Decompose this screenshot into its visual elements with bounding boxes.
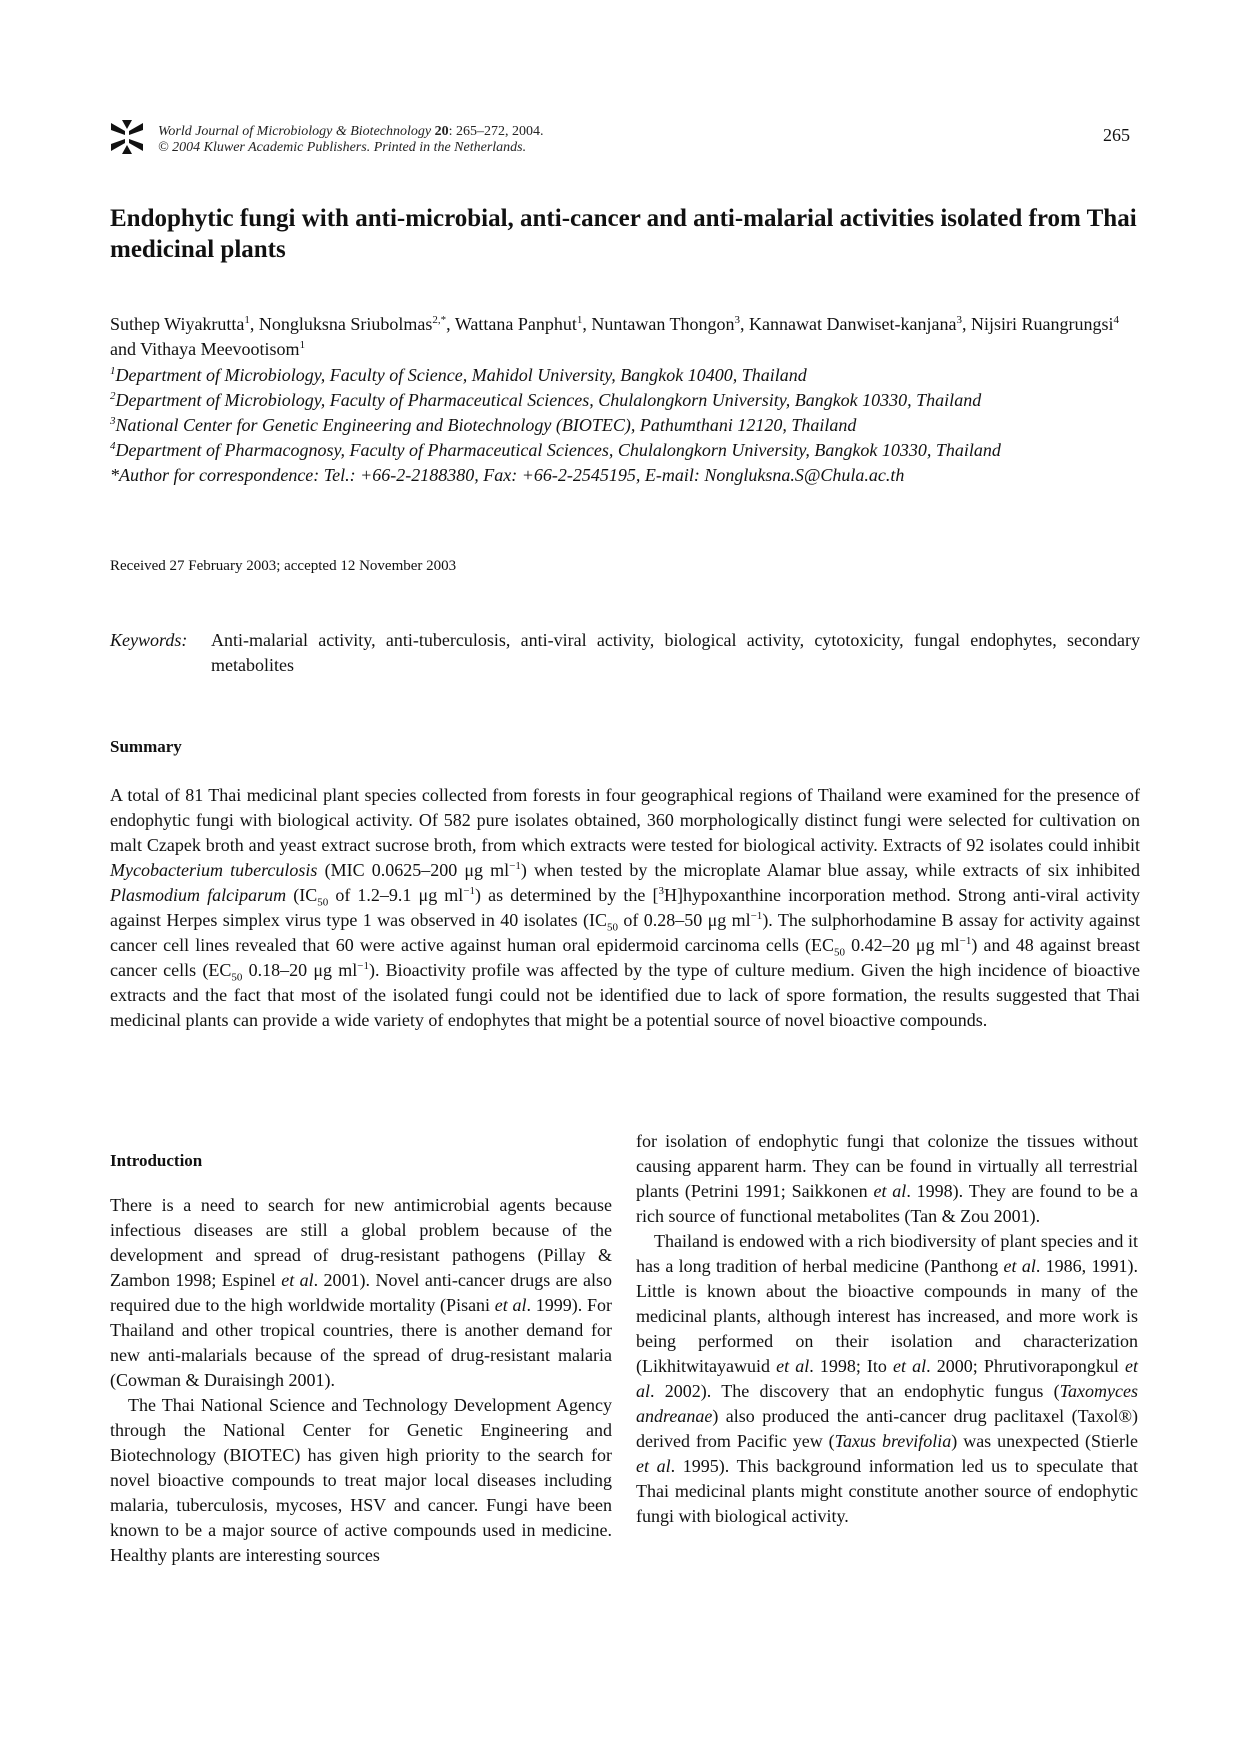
correspondence: *Author for correspondence: Tel.: +66-2-2188380, Fax: +66-2-2545195, E-mail: Nongluksna.S@Chula.ac.th [110,465,905,485]
intro-paragraph: The Thai National Science and Technology Development Agency through the National Center for Genetic Engineering and Biotechnology (BIOTEC) has given high priority to the search for novel bioactive compounds to treat major local diseases including malaria, tuberculosis, mycoses, HSV and cancer. Fungi have been known to be a major source of active compounds used in medicine. Healthy plants are interesting sources [110,1395,612,1565]
author: Suthep Wiyakrutta$^1$, [110,314,259,334]
journal-citation [158,124,544,140]
introduction-heading: Introduction [110,1151,203,1170]
affiliation: $^2$Department of Microbiology, Faculty of Pharmaceutical Sciences, Chulalongkorn University, Bangkok 10330, Thailand [110,390,982,410]
page-number: 265 [1103,125,1130,145]
intro-paragraph: for isolation of endophytic fungi that colonize the tissues without causing apparent harm. They can be found in virtually all terrestrial plants (Petrini 1991; Saikkonen et al. 1998). They are found to be a rich source of functional metabolites (Tan & Zou 2001). [636,1131,1138,1226]
author: Nongluksna Sriubolmas$^{2,*}$, [258,314,455,334]
article-title: Endophytic fungi with anti-microbial, anti-cancer and anti-malarial activities isolated from Thai medicinal plants [110,205,1137,263]
journal-name: World Journal of Microbiology & Biotechnology [158,124,432,139]
journal-volume: 20 [434,124,449,139]
keywords-label: Keywords: [110,630,188,650]
intro-paragraph: Thailand is endowed with a rich biodiversity of plant species and it has a long tradition of herbal medicine (Panthong et al. 1986, 1991). Little is known about the bioactive compounds in many of the medicinal plants, although interest has increased, and more work is being performed on their isolation and characterization (Likhitwitayawuid et al. 1998; Ito et al. 2000; Phrutivorapongkul et al. 2002). The discovery that an endophytic fungus (Taxomyces andreanae) also produced the anti-cancer drug paclitaxel (Taxol®) derived from Pacific yew (Taxus brevifolia) was unexpected (Stierle et al. 1995). This background information led us to speculate that Thai medicinal plants might constitute another source of endophytic fungi with biological activity. [636,1231,1139,1526]
publisher-logo-icon [110,120,144,154]
author: Wattana Panphut$^1$, [454,314,592,334]
keywords [110,628,1140,678]
author-list [110,312,1140,362]
affiliations [110,363,1140,488]
affiliation: $^3$National Center for Genetic Engineering and Biotechnology (BIOTEC), Pathumthani 12120, Thailand [110,415,857,435]
journal-header [158,124,544,156]
author: Nuntawan Thongon$^3$, [591,314,750,334]
summary-paragraph: A total of 81 Thai medicinal plant species collected from forests in four geographical regions of Thailand were examined for the presence of endophytic fungi with biological activity. Of 582 pure isolates obtained, 360 morphologically distinct fungi were selected for cultivation on malt Czapek broth and yeast extract sucrose broth, from which extracts were tested for biological activity. Extracts of 92 isolates could inhibit Mycobacterium tuberculosis (MIC 0.0625–200 μg $ml^{-1}$) when tested by the microplate Alamar blue assay, while extracts of six inhibited Plasmodium falciparum ($IC_{50}$ of 1.2–9.1 μg $ml^{-1}$) as determined by the [$^3$H]hypoxanthine incorporation method. Strong anti-viral activity against Herpes simplex virus type 1 was observed in 40 isolates ($IC_{50}$ of 0.28–50 μg $ml^{-1}$). The sulphorhodamine B assay for activity against cancer cell lines revealed that 60 were active against human oral epidermoid carcinoma cells ($EC_{50}$ 0.42–20 μg $ml^{-1}$) and 48 against breast cancer cells ($EC_{50}$ 0.18–20 μg $ml^{-1}$). Bioactivity profile was affected by the type of culture medium. Given the high incidence of bioactive extracts and the fact that most of the isolated fungi could not be identified due to lack of spore formation, the results suggested that Thai medicinal plants can provide a wide variety of endophytes that might be a potential source of novel bioactive compounds. [110,785,1141,1030]
left-column [110,1193,612,1568]
journal-pages: : 265–272, 2004. [448,124,544,139]
summary-heading: Summary [110,737,182,756]
affiliation: $^1$Department of Microbiology, Faculty of Science, Mahidol University, Bangkok 10400, Thailand [110,365,807,385]
right-column [636,1129,1138,1529]
author: Kannawat Danwiset-kanjana$^3$, [749,314,971,334]
affiliation: $^4$Department of Pharmacognosy, Faculty of Pharmaceutical Sciences, Chulalongkorn University, Bangkok 10330, Thailand [110,440,1001,460]
received-date: Received 27 February 2003; accepted 12 November 2003 [110,558,457,574]
author: Vithaya Meevootisom$^1$ [140,339,306,359]
copyright-line: © 2004 Kluwer Academic Publishers. Printed in the Netherlands. [158,140,527,155]
keywords-text: Anti-malarial activity, anti-tuberculosis, anti-viral activity, biological activity, cytotoxicity, fungal endophytes, secondary metabolites [211,630,1140,675]
intro-paragraph: There is a need to search for new antimicrobial agents because infectious diseases are still a global problem because of the development and spread of drug-resistant pathogens (Pillay & Zambon 1998; Espinel et al. 2001). Novel anti-cancer drugs are also required due to the high worldwide mortality (Pisani et al. 1999). For Thailand and other tropical countries, there is another demand for new anti-malarials because of the spread of drug-resistant malaria (Cowman & Duraisingh 2001). [110,1195,612,1390]
author: Nijsiri Ruangrungsi$^4$ and [110,314,1119,359]
